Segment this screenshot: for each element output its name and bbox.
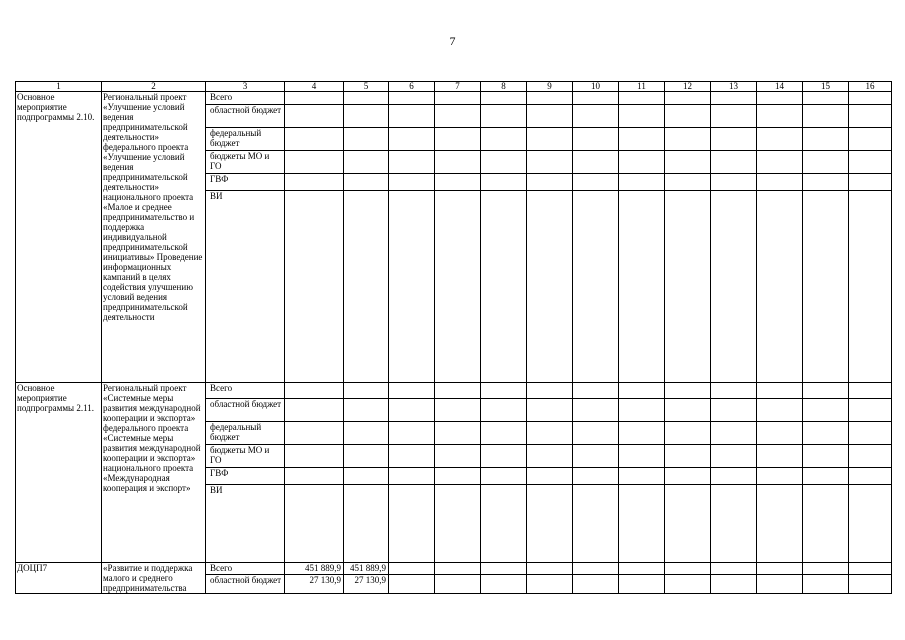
empty-cell	[573, 422, 619, 445]
empty-cell	[527, 563, 573, 575]
amount-cell	[285, 105, 344, 128]
empty-cell	[849, 105, 892, 128]
funding-source-cell: областной бюджет	[206, 575, 285, 594]
column-number-cell: 16	[849, 82, 892, 92]
budget-table-container	[15, 81, 891, 594]
empty-cell	[481, 383, 527, 399]
column-number-cell: 8	[481, 82, 527, 92]
funding-source-cell: ГВФ	[206, 468, 285, 485]
amount-cell	[344, 383, 389, 399]
empty-cell	[711, 128, 757, 151]
empty-cell	[803, 151, 849, 174]
empty-cell	[757, 383, 803, 399]
empty-cell	[389, 105, 435, 128]
empty-cell	[849, 174, 892, 191]
empty-cell	[389, 468, 435, 485]
table-row	[16, 383, 892, 399]
empty-cell	[803, 383, 849, 399]
empty-cell	[757, 399, 803, 422]
amount-cell	[285, 485, 344, 563]
empty-cell	[527, 191, 573, 383]
activity-code-cell: Основное мероприятие подпрограммы 2.10.	[16, 92, 102, 383]
empty-cell	[527, 105, 573, 128]
funding-source-cell: федеральный бюджет	[206, 422, 285, 445]
empty-cell	[849, 399, 892, 422]
empty-cell	[435, 468, 481, 485]
empty-cell	[665, 105, 711, 128]
empty-cell	[619, 383, 665, 399]
empty-cell	[711, 575, 757, 594]
empty-cell	[435, 174, 481, 191]
empty-cell	[849, 191, 892, 383]
empty-cell	[757, 92, 803, 105]
empty-cell	[619, 191, 665, 383]
amount-cell	[285, 422, 344, 445]
funding-source-cell: ВИ	[206, 485, 285, 563]
empty-cell	[619, 445, 665, 468]
empty-cell	[389, 191, 435, 383]
empty-cell	[757, 485, 803, 563]
empty-cell	[527, 445, 573, 468]
empty-cell	[711, 105, 757, 128]
empty-cell	[481, 128, 527, 151]
amount-cell	[344, 174, 389, 191]
empty-cell	[573, 151, 619, 174]
empty-cell	[849, 151, 892, 174]
empty-cell	[665, 422, 711, 445]
empty-cell	[665, 399, 711, 422]
empty-cell	[389, 445, 435, 468]
empty-cell	[481, 105, 527, 128]
empty-cell	[619, 575, 665, 594]
empty-cell	[665, 468, 711, 485]
amount-cell	[344, 191, 389, 383]
empty-cell	[435, 563, 481, 575]
empty-cell	[573, 445, 619, 468]
empty-cell	[665, 575, 711, 594]
amount-cell	[285, 399, 344, 422]
empty-cell	[573, 92, 619, 105]
empty-cell	[711, 151, 757, 174]
empty-cell	[803, 468, 849, 485]
activity-name-cell: Региональный проект «Системные меры развития международной кооперации и экспорта» федерального проекта «Системные меры развития международной кооперации и экспорта» национального проекта «Международная кооперация и экспорт»	[102, 383, 206, 563]
empty-cell	[803, 92, 849, 105]
amount-cell	[285, 174, 344, 191]
empty-cell	[435, 151, 481, 174]
funding-source-cell: Всего	[206, 92, 285, 105]
empty-cell	[757, 128, 803, 151]
amount-cell: 27 130,9	[344, 575, 389, 594]
column-number-cell: 1	[16, 82, 102, 92]
budget-table	[15, 81, 892, 594]
empty-cell	[711, 485, 757, 563]
funding-source-cell: областной бюджет	[206, 399, 285, 422]
empty-cell	[481, 151, 527, 174]
empty-cell	[849, 383, 892, 399]
empty-cell	[665, 174, 711, 191]
empty-cell	[619, 422, 665, 445]
funding-source-cell: ВИ	[206, 191, 285, 383]
table-row	[16, 563, 892, 575]
empty-cell	[573, 575, 619, 594]
amount-cell	[285, 92, 344, 105]
empty-cell	[527, 128, 573, 151]
empty-cell	[711, 399, 757, 422]
empty-cell	[435, 485, 481, 563]
column-number-cell: 9	[527, 82, 573, 92]
amount-cell	[344, 468, 389, 485]
empty-cell	[435, 128, 481, 151]
funding-source-cell: бюджеты МО и ГО	[206, 151, 285, 174]
empty-cell	[481, 191, 527, 383]
empty-cell	[389, 422, 435, 445]
amount-cell	[344, 128, 389, 151]
empty-cell	[481, 422, 527, 445]
amount-cell	[344, 92, 389, 105]
column-number-cell: 2	[102, 82, 206, 92]
empty-cell	[389, 399, 435, 422]
empty-cell	[389, 383, 435, 399]
empty-cell	[481, 485, 527, 563]
empty-cell	[711, 468, 757, 485]
empty-cell	[665, 485, 711, 563]
empty-cell	[665, 92, 711, 105]
empty-cell	[803, 191, 849, 383]
table-body	[16, 82, 892, 594]
empty-cell	[803, 174, 849, 191]
funding-source-cell: федеральный бюджет	[206, 128, 285, 151]
amount-cell: 451 889,9	[285, 563, 344, 575]
column-number-cell: 11	[619, 82, 665, 92]
empty-cell	[573, 563, 619, 575]
column-number-cell: 12	[665, 82, 711, 92]
empty-cell	[619, 151, 665, 174]
empty-cell	[849, 485, 892, 563]
empty-cell	[711, 563, 757, 575]
page-number: 7	[449, 34, 456, 48]
activity-code-cell: Основное мероприятие подпрограммы 2.11.	[16, 383, 102, 563]
empty-cell	[757, 575, 803, 594]
empty-cell	[803, 128, 849, 151]
empty-cell	[757, 105, 803, 128]
empty-cell	[389, 575, 435, 594]
empty-cell	[849, 575, 892, 594]
empty-cell	[573, 191, 619, 383]
empty-cell	[757, 422, 803, 445]
empty-cell	[435, 383, 481, 399]
empty-cell	[849, 128, 892, 151]
activity-name-cell: Региональный проект «Улучшение условий ведения предпринимательской деятельности» федерального проекта «Улучшение условий ведения предпринимательской деятельности» национального проекта «Малое и среднее предпринимательство и поддержка индивидуальной предпринимательской инициативы» Проведение информационных кампаний в целях содействия улучшению условий ведения предпринимательской деятельности	[102, 92, 206, 383]
activity-name-cell: «Развитие и поддержка малого и среднего предпринимательства	[102, 563, 206, 594]
empty-cell	[619, 128, 665, 151]
column-number-cell: 5	[344, 82, 389, 92]
column-number-cell: 13	[711, 82, 757, 92]
empty-cell	[573, 468, 619, 485]
empty-cell	[849, 468, 892, 485]
empty-cell	[435, 191, 481, 383]
empty-cell	[849, 422, 892, 445]
empty-cell	[389, 128, 435, 151]
empty-cell	[803, 575, 849, 594]
empty-cell	[573, 485, 619, 563]
empty-cell	[849, 92, 892, 105]
empty-cell	[665, 445, 711, 468]
empty-cell	[665, 151, 711, 174]
empty-cell	[573, 383, 619, 399]
empty-cell	[665, 563, 711, 575]
empty-cell	[619, 174, 665, 191]
funding-source-cell: ГВФ	[206, 174, 285, 191]
empty-cell	[619, 399, 665, 422]
empty-cell	[527, 383, 573, 399]
empty-cell	[435, 105, 481, 128]
empty-cell	[757, 174, 803, 191]
empty-cell	[389, 174, 435, 191]
empty-cell	[573, 174, 619, 191]
funding-source-cell: областной бюджет	[206, 105, 285, 128]
empty-cell	[803, 399, 849, 422]
column-number-cell: 6	[389, 82, 435, 92]
amount-cell	[285, 468, 344, 485]
empty-cell	[481, 468, 527, 485]
empty-cell	[435, 399, 481, 422]
empty-cell	[389, 485, 435, 563]
column-number-cell: 14	[757, 82, 803, 92]
activity-code-cell: ДОЦП7	[16, 563, 102, 594]
amount-cell	[285, 128, 344, 151]
empty-cell	[527, 399, 573, 422]
amount-cell	[344, 422, 389, 445]
amount-cell	[344, 485, 389, 563]
amount-cell	[285, 445, 344, 468]
amount-cell: 27 130,9	[285, 575, 344, 594]
empty-cell	[573, 128, 619, 151]
empty-cell	[757, 563, 803, 575]
empty-cell	[435, 422, 481, 445]
empty-cell	[435, 92, 481, 105]
column-number-cell: 10	[573, 82, 619, 92]
amount-cell	[344, 445, 389, 468]
empty-cell	[757, 445, 803, 468]
empty-cell	[527, 468, 573, 485]
empty-cell	[803, 422, 849, 445]
column-number-cell: 15	[803, 82, 849, 92]
empty-cell	[527, 485, 573, 563]
empty-cell	[711, 92, 757, 105]
empty-cell	[481, 575, 527, 594]
empty-cell	[481, 563, 527, 575]
amount-cell	[344, 151, 389, 174]
empty-cell	[389, 563, 435, 575]
empty-cell	[389, 151, 435, 174]
empty-cell	[573, 105, 619, 128]
column-number-row	[16, 82, 892, 92]
amount-cell	[344, 105, 389, 128]
empty-cell	[619, 485, 665, 563]
funding-source-cell: бюджеты МО и ГО	[206, 445, 285, 468]
empty-cell	[665, 383, 711, 399]
empty-cell	[481, 174, 527, 191]
empty-cell	[527, 174, 573, 191]
empty-cell	[803, 485, 849, 563]
empty-cell	[481, 92, 527, 105]
empty-cell	[573, 399, 619, 422]
empty-cell	[527, 422, 573, 445]
empty-cell	[619, 92, 665, 105]
empty-cell	[435, 575, 481, 594]
empty-cell	[711, 383, 757, 399]
empty-cell	[665, 191, 711, 383]
empty-cell	[849, 563, 892, 575]
funding-source-cell: Всего	[206, 563, 285, 575]
empty-cell	[711, 445, 757, 468]
empty-cell	[757, 468, 803, 485]
empty-cell	[803, 563, 849, 575]
empty-cell	[711, 422, 757, 445]
empty-cell	[481, 445, 527, 468]
column-number-cell: 4	[285, 82, 344, 92]
empty-cell	[803, 445, 849, 468]
empty-cell	[757, 191, 803, 383]
empty-cell	[389, 92, 435, 105]
amount-cell	[285, 151, 344, 174]
amount-cell	[344, 399, 389, 422]
empty-cell	[481, 399, 527, 422]
funding-source-cell: Всего	[206, 383, 285, 399]
column-number-cell: 3	[206, 82, 285, 92]
empty-cell	[711, 191, 757, 383]
column-number-cell: 7	[435, 82, 481, 92]
empty-cell	[527, 575, 573, 594]
empty-cell	[757, 151, 803, 174]
amount-cell	[285, 383, 344, 399]
empty-cell	[619, 563, 665, 575]
empty-cell	[619, 468, 665, 485]
empty-cell	[435, 445, 481, 468]
empty-cell	[711, 174, 757, 191]
empty-cell	[527, 151, 573, 174]
empty-cell	[619, 105, 665, 128]
empty-cell	[665, 128, 711, 151]
empty-cell	[849, 445, 892, 468]
table-row	[16, 92, 892, 105]
empty-cell	[803, 105, 849, 128]
amount-cell	[285, 191, 344, 383]
empty-cell	[527, 92, 573, 105]
amount-cell: 451 889,9	[344, 563, 389, 575]
